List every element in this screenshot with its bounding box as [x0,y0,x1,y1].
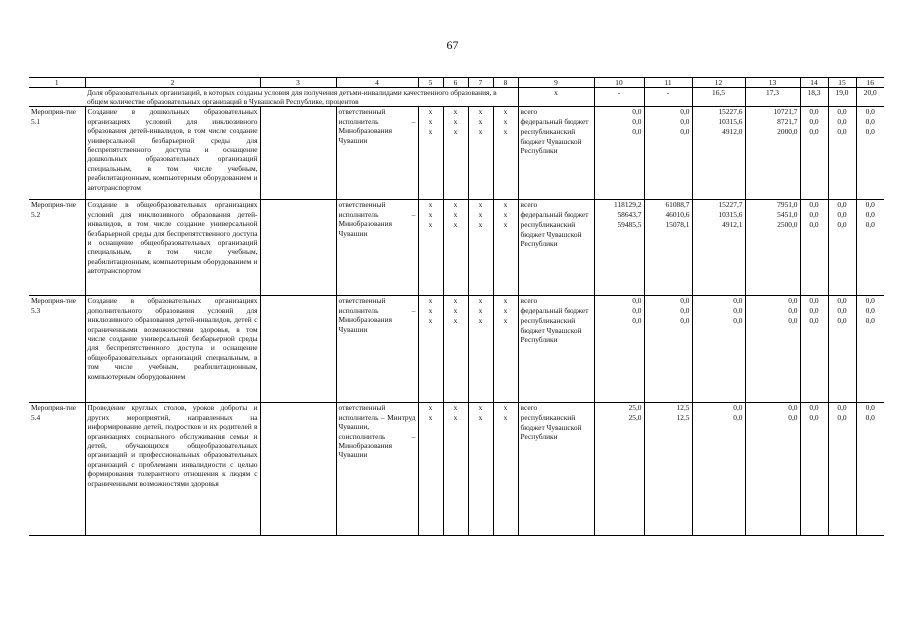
code-x: x [418,316,443,403]
code-x: x [468,220,493,296]
indicator-text: Доля образовательных организаций, в которых созданы условия для получения детьми-инвалидами качественного образования, в общем количестве образовательных организаций в Чувашской Республике, процентов [85,88,518,107]
code-x: x [493,107,518,118]
header-cell: 7 [468,78,493,88]
code-x: x [493,210,518,220]
code-x: x [418,403,443,414]
value-cell: 0,0 [856,306,884,316]
value-cell: 10721,7 [745,107,800,118]
measure-code: Мероприя-тие 5.4 [29,403,85,536]
funding-source: федеральный бюджет [518,306,594,316]
indicator-c12: 16,5 [692,88,745,107]
code-x: x [493,200,518,211]
code-x: x [468,306,493,316]
value-cell: 0,0 [800,306,828,316]
value-cell: 15227,7 [692,200,745,211]
funding-source: всего [518,107,594,118]
value-cell: 0,0 [644,117,692,127]
code-x: x [468,117,493,127]
code-x: x [418,210,443,220]
value-cell: 15227,6 [692,107,745,118]
value-cell: 2000,0 [745,127,800,200]
header-cell: 15 [828,78,856,88]
header-cell: 6 [443,78,468,88]
value-cell: 0,0 [800,296,828,307]
value-cell: 46010,6 [644,210,692,220]
value-cell: 0,0 [828,117,856,127]
code-x: x [418,306,443,316]
value-cell: 0,0 [745,296,800,307]
code-x: x [418,296,443,307]
value-cell: 0,0 [745,306,800,316]
header-cell: 10 [594,78,644,88]
header-cell: 1 [29,78,85,88]
value-cell: 5451,0 [745,210,800,220]
code-x: x [443,117,468,127]
value-cell: 0,0 [594,127,644,200]
value-cell: 0,0 [800,403,828,414]
funding-source: федеральный бюджет [518,210,594,220]
value-cell: 0,0 [856,413,884,536]
code-x: x [443,306,468,316]
value-cell: 0,0 [856,127,884,200]
value-cell: 8721,7 [745,117,800,127]
indicator-c14: 18,3 [800,88,828,107]
code-x: x [443,210,468,220]
value-cell: 0,0 [828,316,856,403]
indicator-c16: 20,0 [856,88,884,107]
value-cell: 0,0 [856,200,884,211]
page-number: 67 [446,38,459,52]
header-cell: 9 [518,78,594,88]
measure-col3 [260,296,336,403]
value-cell: 0,0 [828,107,856,118]
value-cell: 0,0 [828,296,856,307]
code-x: x [493,306,518,316]
value-cell: 25,0 [594,403,644,414]
code-x: x [418,107,443,118]
code-x: x [418,127,443,200]
value-cell: 12,5 [644,403,692,414]
code-x: x [493,117,518,127]
code-x: x [443,107,468,118]
value-cell: 0,0 [828,403,856,414]
value-cell: 0,0 [800,107,828,118]
value-cell: 0,0 [594,306,644,316]
code-x: x [468,107,493,118]
indicator-c13: 17,3 [745,88,800,107]
value-cell: 10315,6 [692,210,745,220]
measure-col3 [260,107,336,200]
indicator-c11: - [644,88,692,107]
measure-code: Мероприя-тие 5.2 [29,200,85,296]
code-x: x [443,413,468,536]
code-x: x [468,210,493,220]
code-x: x [443,127,468,200]
header-cell: 16 [856,78,884,88]
code-x: x [418,200,443,211]
value-cell: 118129,2 [594,200,644,211]
measure-executor: ответственный исполнитель – Минобразования Чувашии [336,296,418,403]
code-x: x [468,413,493,536]
value-cell: 4912,1 [692,220,745,296]
code-x: x [468,200,493,211]
value-cell: 61088,7 [644,200,692,211]
measure-title: Проведение круглых столов, уроков доброты и других мероприятий, направленных на информирование детей, подростков и их родителей в организациях социального обслуживания семьи и детей, обучающихся общеобразовательных организаций и профессиональных образовательных организаций с проблемами инвалидности с целью формирования толерантного отношения к людям с ограниченными возможностями здоровья [85,403,260,536]
funding-source: республиканский бюджет Чувашской Республики [518,220,594,296]
value-cell: 0,0 [800,127,828,200]
value-cell: 2500,0 [745,220,800,296]
value-cell: 0,0 [644,306,692,316]
measure-row [29,403,884,414]
funding-source: всего [518,200,594,211]
value-cell: 0,0 [800,316,828,403]
measure-row [29,296,884,307]
value-cell: 0,0 [856,220,884,296]
value-cell: 4912,0 [692,127,745,200]
value-cell: 0,0 [856,296,884,307]
measure-col3 [260,200,336,296]
code-x: x [443,220,468,296]
value-cell: 0,0 [692,296,745,307]
indicator-row [29,88,884,107]
value-cell: 0,0 [800,117,828,127]
header-cell: 2 [85,78,260,88]
code-x: x [418,220,443,296]
code-x: x [443,403,468,414]
code-x: x [493,403,518,414]
value-cell: 0,0 [745,316,800,403]
value-cell: 0,0 [856,117,884,127]
header-cell: 11 [644,78,692,88]
code-x: x [468,296,493,307]
indicator-c10: - [594,88,644,107]
header-cell: 14 [800,78,828,88]
value-cell: 0,0 [594,316,644,403]
value-cell: 0,0 [800,200,828,211]
funding-source: федеральный бюджет [518,117,594,127]
value-cell: 0,0 [828,210,856,220]
header-cell: 3 [260,78,336,88]
value-cell: 0,0 [644,296,692,307]
measure-title: Создание в общеобразовательных организациях условий для инклюзивного образования детей-инвалидов, в том числе создание универсальной безбарьерной среды для беспрепятственного доступа и оснащение общеобразовательных организаций специальным, в том числе учебным, реабилитационным, компьютерным оборудованием и автотранспортом [85,200,260,296]
value-cell: 0,0 [692,316,745,403]
value-cell: 0,0 [745,413,800,536]
value-cell: 59485,5 [594,220,644,296]
measure-row [29,107,884,118]
value-cell: 0,0 [692,403,745,414]
header-cell: 4 [336,78,418,88]
value-cell: 0,0 [828,413,856,536]
funding-source: республиканский бюджет Чувашской Республики [518,127,594,200]
measure-col3 [260,403,336,536]
value-cell: 0,0 [828,127,856,200]
header-row [29,78,884,88]
value-cell: 0,0 [594,117,644,127]
funding-source: республиканский бюджет Чувашской Республики [518,413,594,536]
measure-code: Мероприя-тие 5.1 [29,107,85,200]
code-x: x [493,296,518,307]
code-x: x [493,413,518,536]
value-cell: 25,0 [594,413,644,536]
funding-source: всего [518,403,594,414]
funding-source: республиканский бюджет Чувашской Республики [518,316,594,403]
measure-executor: ответственный исполнитель – Минобразования Чувашии [336,200,418,296]
value-cell: 0,0 [800,413,828,536]
code-x: x [443,296,468,307]
measure-executor: ответственный исполнитель – Минобразования Чувашии [336,107,418,200]
value-cell: 12,5 [644,413,692,536]
header-cell: 13 [745,78,800,88]
code-x: x [443,316,468,403]
funding-source: всего [518,296,594,307]
value-cell: 0,0 [856,316,884,403]
header-cell: 5 [418,78,443,88]
code-x: x [493,220,518,296]
value-cell: 0,0 [594,107,644,118]
value-cell: 0,0 [644,107,692,118]
measure-title: Создание в образовательных организациях дополнительного образования условий для инклюзивного образования детей-инвалидов, детей с ограниченными возможностями здоровья, в том числе создание универсальной безбарьерной среды для беспрепятственного доступа и оснащение общеобразовательных организаций специальным, в том числе учебным, реабилитационным, компьютерным оборудованием [85,296,260,403]
value-cell: 0,0 [800,220,828,296]
code-x: x [418,413,443,536]
value-cell: 0,0 [800,210,828,220]
code-x: x [493,127,518,200]
value-cell: 58643,7 [594,210,644,220]
measure-title: Создание в дошкольных образовательных организациях условий для инклюзивного образования детей-инвалидов, в том числе создание универсальной безбарьерной среды для беспрепятственного доступа и оснащение дошкольных образовательных организаций специальным, в том числе учебным, реабилитационным, компьютерным оборудованием и автотранспортом [85,107,260,200]
indicator-c15: 19,0 [828,88,856,107]
value-cell: 0,0 [828,220,856,296]
value-cell: 7951,0 [745,200,800,211]
value-cell: 15078,1 [644,220,692,296]
value-cell: 0,0 [692,306,745,316]
value-cell: 0,0 [745,403,800,414]
indicator-c9: x [518,88,594,107]
value-cell: 10315,6 [692,117,745,127]
header-cell: 8 [493,78,518,88]
value-cell: 0,0 [828,200,856,211]
program-table [29,77,884,536]
code-x: x [468,316,493,403]
header-cell: 12 [692,78,745,88]
code-x: x [493,316,518,403]
code-x: x [468,127,493,200]
value-cell: 0,0 [594,296,644,307]
code-x: x [468,403,493,414]
code-x: x [418,117,443,127]
value-cell: 0,0 [856,403,884,414]
value-cell: 0,0 [856,107,884,118]
value-cell: 0,0 [644,316,692,403]
measure-row [29,200,884,211]
measure-code: Мероприя-тие 5.3 [29,296,85,403]
value-cell: 0,0 [856,210,884,220]
code-x: x [443,200,468,211]
value-cell: 0,0 [828,306,856,316]
value-cell: 0,0 [692,413,745,536]
measure-executor: ответственный исполнитель – Минтруд Чувашии, соисполнитель – Минобразования Чувашии [336,403,418,536]
value-cell: 0,0 [644,127,692,200]
